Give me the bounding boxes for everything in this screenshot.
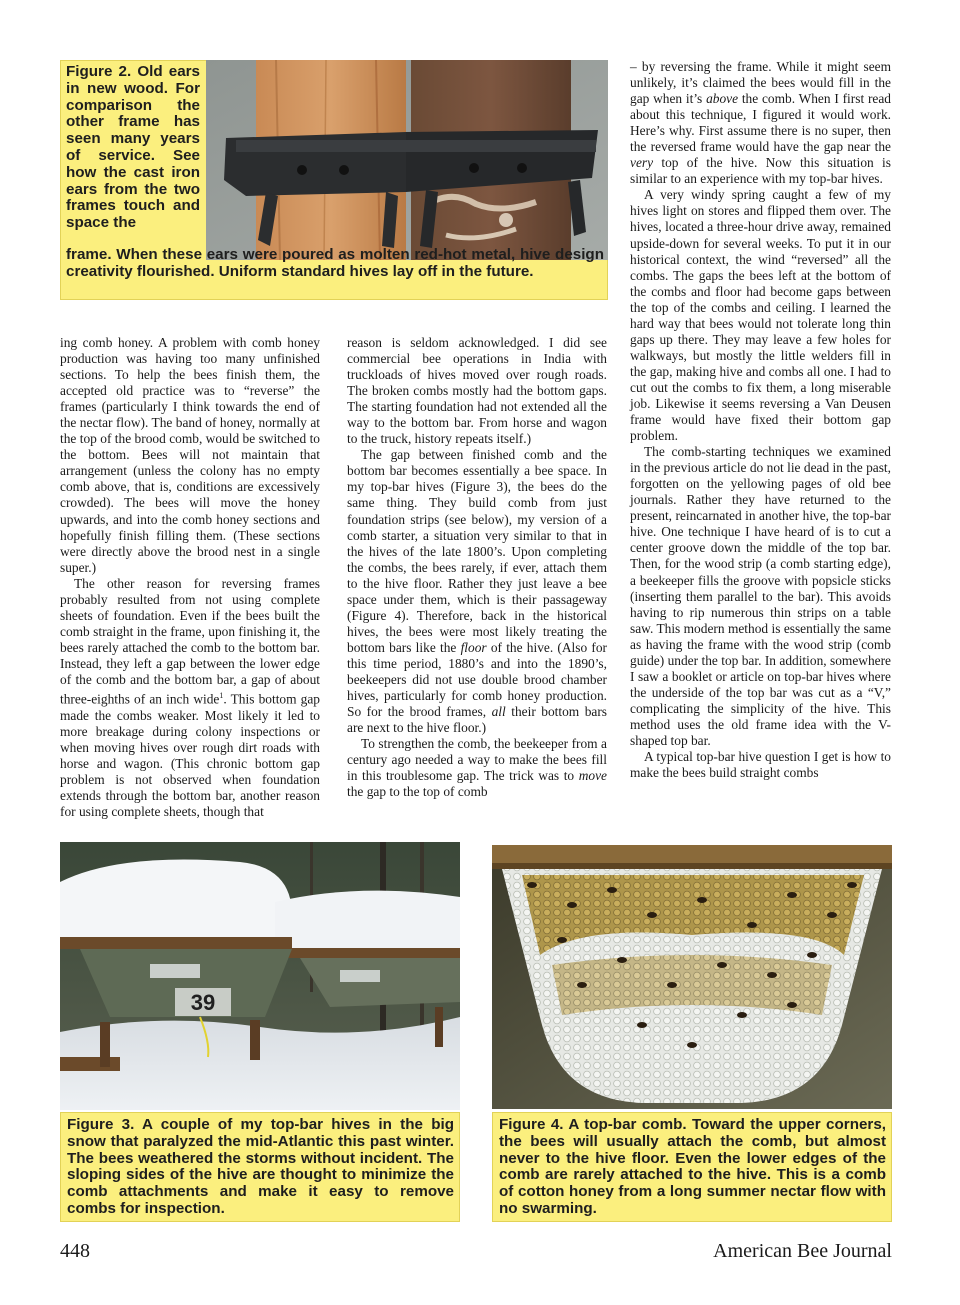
col1-paragraph-2 [60, 576, 320, 820]
col2-p2-part-c: their bottom bars are next to the hive floor.) [347, 704, 607, 736]
col2-p2-part-b: of the hive. (Also for this time period, 1880’s and into the 1890’s, beekeepers did not use double brood chamber hives, particularly for comb honey production. So for the brood frames, [347, 639, 607, 720]
col2-p3-part-b: the gap to the top of comb [347, 784, 488, 800]
column-3 [630, 59, 891, 781]
figure2-caption-top-text: Figure 2. Old ears in new wood. For comparison the other frame has seen many years of service. See how the cast iron ears from the two frames touch and space the [66, 63, 200, 232]
figure4-caption-text: Figure 4. A top-bar comb. Toward the upper corners, the bees will usually attach the comb, but almost never to the hive floor. Even the lower edges of the comb are rarely attached to the hive. This is a comb of cotton honey from a long summer nectar flow with no swarming. [499, 1116, 886, 1217]
col3-paragraph-3: The comb-starting techniques we examined in the previous article do not lie dead in the past, forgotten on the yellowing pages of old bee journals. Rather they have returned to the present, reincarnated in another hive, the top-bar hive. One technique I have heard of is to cut a center groove down the middle of the top bar. Then, for the wood strip (a comb starting edge), a beekeeper fills the groove with popsicle sticks (inserting them parallel to the bar). This avoids having to rip numerous thin strips on a table saw. This modern method is essentially the same as having the frame with the wood strip (comb guide) under the top bar. In addition, somewhere I saw a booklet or article on top-bar hives where the underside of the top bar was cut as a “V,” complicating the simplicity of the hive. This method uses the old frame idea with the V-shaped top bar. [630, 444, 891, 748]
col1-p2-part-a: The other reason for reversing frames probably resulted from not using complete sheets of foundation. Even if the bees built the comb straight in the frame, upon finishing it, the bees rarely attached the comb to the bottom bar. Instead, they left a gap between the lower edge of the comb and the bottom bar, a gap of about three-eighths of an inch wide [60, 575, 320, 707]
figure3-snowy-hives-image [60, 842, 460, 1110]
col2-paragraph-1: reason is seldom acknowledged. I did see commercial bee operations in India with truckloads of hives moved over rough roads. The broken combs mostly had the bottom gaps. The starting foundation had not extended all the way to the bottom bar. From horse and wagon to the truck, history repeats itself.) [347, 335, 607, 447]
col2-p2-emphasis-all: all [491, 704, 506, 720]
col3-p1-emphasis-very: very [630, 155, 654, 171]
col3-paragraph-4: A typical top-bar hive question I get is how to make the bees build straight combs [630, 749, 891, 781]
col3-p1-part-c: top of the hive. Now this situation is similar to an experience with my top-bar hives. [630, 155, 891, 187]
col2-p3-emphasis-move: move [578, 768, 607, 784]
figure2-photo [206, 60, 608, 260]
footnote-ref: 1 [219, 691, 224, 701]
col2-p3-part-a: To strengthen the comb, the beekeeper from a century ago needed a way to make the bees fill in this troublesome gap. The trick was to [347, 736, 607, 784]
figure3-caption-text: Figure 3. A couple of my top-bar hives in the big snow that paralyzed the mid-Atlantic this past winter. The bees weathered the storms without incident. The sloping sides of the hive are thought to minimize the comb attachments and make it easy to remove combs for inspection. [67, 1116, 454, 1217]
column-2 [347, 335, 607, 800]
figure2-frame-ears-image [206, 60, 608, 260]
col3-paragraph-2: A very windy spring caught a few of my hives light on stores and flipped them over. The hives, located a three-hour drive away, remained upside-down for several weeks. To put it in our historical context, the wind “reversed” all the combs. The gaps the bees left at the bottom of the combs and floor had become gaps between the top of the combs and ceiling. I learned the hard way that bees would not tolerate long thin gaps up there. They may leave a few holes for walkways, but mostly the little welders fill in the gap, making hive and combs all one. I had to cut out the combs to fix them, a long miserable job. Likewise it seems reversing a Van Deusen frame would have fixed their bottom gap problem. [630, 187, 891, 444]
figure2-caption-bottom [66, 247, 604, 281]
figure4-photo [492, 845, 892, 1109]
col2-p2-emphasis-floor: floor [460, 639, 487, 655]
hive-number-label: 39 [190, 990, 216, 1015]
col3-p1-emphasis-above: above [706, 91, 739, 107]
col3-paragraph-1 [630, 59, 891, 187]
figure3-photo [60, 842, 460, 1110]
figure2-caption-bottom-text: frame. When these ears were poured as molten red-hot metal, hive design creativity flourished. Uniform standard hives lay off in the future. [66, 246, 604, 280]
figure3-caption-box [60, 1112, 460, 1222]
col3-p1-part-b: the comb. When I first read about this technique, I figured it would work. Here’s why. First assume there is no super, then the reversed frame would have the gap near the [630, 91, 891, 155]
figure2-caption-top [66, 64, 200, 232]
col2-p2-part-a: The gap between finished comb and the bottom bar becomes essentially a bee space. In my top-bar hives (Figure 3), the bees do the same thing. They build comb from just foundation strips (see below), my version of a comb starter, a situation very similar to that in the hives of the late 1800’s. Upon completing the combs, the bees rarely, if ever, attach them to the hive floor. Rather they just leave a bee space under them, which is their passageway (Figure 4). Therefore, back in the historical hives, the bees were most likely treating the bottom bars like the [347, 447, 607, 655]
figure4-top-bar-comb-image [492, 845, 892, 1109]
col2-paragraph-2 [347, 447, 607, 736]
col1-paragraph-1: ing comb honey. A problem with comb honey production was having too many unfinished sections. To help the bees finish them, the accepted old practice was to “reverse” the frames (particularly I think towards the end of the nectar flow). The band of honey, normally at the top of the brood comb, would be switched to the bottom. Bees will not maintain that arrangement (unless the colony has no empty comb above, that is, conditions are excessively crowded). The bees will move the honey upwards, and into the comb honey sections and hopefully finish filling them. (These sections were directly above the brood nest in a single super.) [60, 335, 320, 575]
figure4-caption-box [492, 1112, 892, 1222]
col2-paragraph-3 [347, 736, 607, 800]
page-number: 448 [60, 1240, 90, 1262]
col3-p1-part-a: – by reversing the frame. While it might seem unlikely, it’s claimed the bees would fill in the gap when it’s [630, 59, 891, 107]
col1-p2-part-b: . This bottom gap made the combs weaker. Most likely it led to more breakage during colony inspections or when moving hives over rough dirt roads with horse and wagon. (This chronic bottom gap problem is not observed when foundation extends through the bottom bar, another reason for using complete sheets, though that [60, 691, 321, 819]
journal-name: American Bee Journal [713, 1240, 892, 1262]
column-1 [60, 335, 320, 820]
